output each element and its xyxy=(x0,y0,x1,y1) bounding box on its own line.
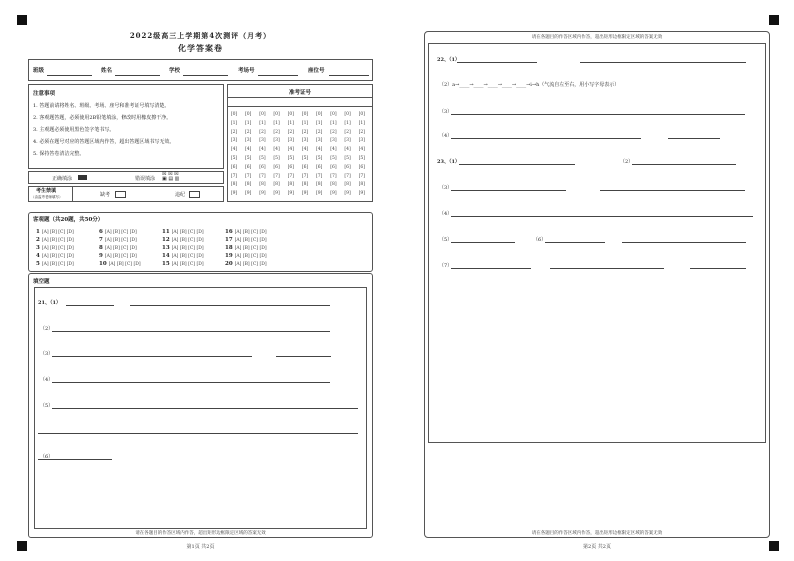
school-field[interactable] xyxy=(183,75,228,76)
objective-question-18[interactable] xyxy=(225,245,267,251)
admission-digit-bubble[interactable]: [9] xyxy=(316,191,323,197)
admission-digit-bubble[interactable]: [2] xyxy=(344,129,351,135)
q21-2-answer-line[interactable] xyxy=(52,331,330,332)
q22-1b-answer-line[interactable] xyxy=(580,62,746,63)
admission-digit-bubble[interactable]: [5] xyxy=(230,156,238,161)
admission-digit-bubble[interactable]: [2] xyxy=(330,129,337,135)
admission-digit-bubble[interactable]: [1] xyxy=(344,120,351,126)
admission-digit-bubble[interactable]: [8] xyxy=(259,182,266,188)
admission-digit-bubble[interactable]: [8] xyxy=(230,182,238,188)
q23-4-answer-line[interactable] xyxy=(451,216,753,217)
admission-digit-bubble[interactable]: [4] xyxy=(344,147,351,153)
question-number: 20 xyxy=(225,261,233,267)
q23-2-answer-line[interactable] xyxy=(632,164,736,165)
q22-label: 22、（1） xyxy=(437,57,460,63)
answer-options[interactable]: [A] [B] [C] [D] xyxy=(171,230,204,235)
admission-digit-bubble[interactable]: [2] xyxy=(316,129,323,135)
answer-options[interactable]: [A] [B] [C] [D] xyxy=(234,254,267,259)
admission-digit-bubble[interactable]: [1] xyxy=(287,120,294,126)
admission-digit-bubble[interactable]: [6] xyxy=(344,164,351,170)
filled-sample-icon xyxy=(78,175,87,180)
question-number: 9 xyxy=(99,253,103,259)
answer-options[interactable]: [A] [B] [C] [D] xyxy=(41,246,74,251)
admission-digit-bubble[interactable]: [9] xyxy=(344,191,351,197)
admission-digit-bubble[interactable]: [9] xyxy=(273,191,280,197)
admission-digit-bubble[interactable]: [2] xyxy=(287,129,294,135)
objective-answer-grid[interactable] xyxy=(36,229,366,269)
admission-digit-bubble[interactable]: [0] xyxy=(273,112,280,117)
objective-title: 客观题（共20题，共50分） xyxy=(33,217,104,223)
admission-digit-bubble[interactable]: [7] xyxy=(273,173,280,179)
question-number: 6 xyxy=(99,229,103,235)
admission-digit-bubble[interactable]: [2] xyxy=(230,129,238,135)
status-label: 考生禁填 xyxy=(36,188,57,194)
corner-marker-br xyxy=(769,541,779,551)
page2-footer-note: 请在各题目的作答区域内作答，超出矩形边框限定区域的答案无效 xyxy=(531,531,663,536)
admission-digit-bubble[interactable]: [3] xyxy=(344,138,351,144)
admission-digit-bubble[interactable]: [9] xyxy=(287,191,294,197)
q21-6-answer-line[interactable] xyxy=(38,459,112,460)
admission-digit-bubble[interactable]: [6] xyxy=(358,164,365,170)
answer-options[interactable]: [A] [B] [C] [D] xyxy=(41,262,74,267)
admission-digit-bubble[interactable]: [0] xyxy=(344,112,351,117)
admission-digit-bubble[interactable]: [8] xyxy=(330,182,337,188)
admission-digit-bubble[interactable]: [0] xyxy=(358,112,365,117)
answer-options[interactable]: [A] [B] [C] [D] xyxy=(171,246,204,251)
admission-digit-bubble[interactable]: [9] xyxy=(301,191,309,197)
name-field[interactable] xyxy=(115,75,160,76)
q21-5b-answer-line[interactable] xyxy=(38,433,358,434)
question-number: 5 xyxy=(36,261,40,267)
answer-options[interactable]: [A] [B] [C] [D] xyxy=(41,230,74,235)
objective-question-13[interactable] xyxy=(162,245,204,251)
admission-digit-bubble[interactable]: [0] xyxy=(287,112,294,117)
exam-room-label: 考场号 xyxy=(238,68,255,74)
admission-digit-bubble[interactable]: [0] xyxy=(301,112,309,117)
admission-digit-bubble[interactable]: [1] xyxy=(330,120,337,126)
page-subtitle: 化学答案卷 xyxy=(178,43,223,53)
seat-field[interactable] xyxy=(329,75,369,76)
admission-digit-bubble[interactable]: [1] xyxy=(301,120,309,126)
corner-marker-bl xyxy=(17,541,27,551)
class-label: 班级 xyxy=(33,68,45,74)
question-number: 1 xyxy=(36,229,40,235)
answer-options[interactable]: [A] [B] [C] [D] xyxy=(104,254,137,259)
question-number: 10 xyxy=(99,261,107,267)
objective-question-11[interactable] xyxy=(162,229,204,235)
q23-4-label: （4） xyxy=(439,211,453,217)
admission-digit-bubble[interactable]: [2] xyxy=(273,129,280,135)
wrong-fill-samples-icon: ☒ ☒ ☒ ▣ ▤ ▥ xyxy=(162,171,180,182)
admission-digit-bubble[interactable]: [6] xyxy=(287,164,294,170)
q23-6-answer-line[interactable] xyxy=(545,242,605,243)
admission-digit-bubble[interactable]: [0] xyxy=(316,112,323,117)
answer-options[interactable]: [A] [B] [C] [D] xyxy=(108,262,141,267)
fill-correct-label: 正确填涂 xyxy=(52,176,73,182)
admission-digit-bubble[interactable]: [7] xyxy=(230,173,238,179)
admission-digit-bubble[interactable]: [5] xyxy=(358,156,365,161)
q23-6-label: （6） xyxy=(533,237,547,243)
question-number: 17 xyxy=(225,237,233,243)
admission-digit-bubble[interactable]: [5] xyxy=(273,156,280,161)
admission-digit-bubble[interactable]: [5] xyxy=(330,156,337,161)
admission-digit-bubble[interactable]: [7] xyxy=(330,173,337,179)
violation-checkbox[interactable] xyxy=(189,191,200,198)
admission-digit-bubble[interactable]: [9] xyxy=(245,191,252,197)
admission-digit-bubble[interactable]: [9] xyxy=(259,191,266,197)
admission-digit-bubble[interactable]: [7] xyxy=(259,173,266,179)
admission-digit-bubble[interactable]: [1] xyxy=(230,120,238,126)
answer-options[interactable]: [A] [B] [C] [D] xyxy=(171,254,204,259)
admission-digit-bubble[interactable]: [4] xyxy=(230,147,238,153)
objective-question-7[interactable] xyxy=(99,237,137,243)
q21-2-label: （2） xyxy=(40,326,54,332)
q23-3-label: （3） xyxy=(439,185,453,191)
answer-options[interactable]: [A] [B] [C] [D] xyxy=(171,238,204,243)
answer-options[interactable]: [A] [B] [C] [D] xyxy=(234,238,267,243)
question-number: 12 xyxy=(162,237,170,243)
q22-2-label: （2）a→____→____→____→____→____→i→h（气流自左至右，用小写字母表示） xyxy=(439,82,620,88)
q22-1-answer-line[interactable] xyxy=(457,62,537,63)
objective-question-6[interactable] xyxy=(99,229,137,235)
class-field[interactable] xyxy=(47,75,92,76)
objective-question-20[interactable] xyxy=(225,261,267,267)
q22-3-answer-line[interactable] xyxy=(451,114,745,115)
admission-digit-bubble[interactable]: [1] xyxy=(358,120,365,126)
q21-3-answer-line[interactable] xyxy=(52,356,252,357)
q21-5-answer-line[interactable] xyxy=(52,408,358,409)
admission-digit-bubble[interactable]: [5] xyxy=(301,156,309,161)
note-item: 3. 主观题必须使用黑色签字笔书写。 xyxy=(33,127,115,133)
admission-digit-bubble[interactable]: [0] xyxy=(330,112,337,117)
admission-digit-bubble[interactable]: [5] xyxy=(259,156,266,161)
objective-question-19[interactable] xyxy=(225,253,267,259)
page2-answer-box xyxy=(428,43,766,443)
admission-digit-bubble[interactable]: [6] xyxy=(301,164,309,170)
answer-options[interactable]: [A] [B] [C] [D] xyxy=(234,230,267,235)
admission-digit-bubble[interactable]: [4] xyxy=(330,147,337,153)
objective-question-17[interactable] xyxy=(225,237,267,243)
admission-digit-bubble[interactable]: [4] xyxy=(301,147,309,153)
admission-digit-bubble[interactable]: [7] xyxy=(245,173,252,179)
q21-5-label: （5） xyxy=(40,403,54,409)
q23-3b-answer-line[interactable] xyxy=(600,190,745,191)
admission-digit-bubble[interactable]: [5] xyxy=(344,156,351,161)
admission-digit-bubble[interactable]: [4] xyxy=(259,147,266,153)
q21-label: 21、（1） xyxy=(38,300,61,306)
q23-7-label: （7） xyxy=(439,263,453,269)
answer-options[interactable]: [A] [B] [C] [D] xyxy=(104,230,137,235)
admission-digit-bubble[interactable]: [3] xyxy=(287,138,294,144)
question-number: 18 xyxy=(225,245,233,251)
admission-digit-bubble[interactable]: [6] xyxy=(259,164,266,170)
admission-digit-bubble[interactable]: [8] xyxy=(287,182,294,188)
admission-digit-bubble[interactable]: [7] xyxy=(358,173,365,179)
page1-footer-note: 请在各题目的作答区域内作答，超出矩形边框限定区域的答案无效 xyxy=(135,531,266,536)
admission-digit-bubble[interactable]: [0] xyxy=(259,112,266,117)
answer-options[interactable]: [A] [B] [C] [D] xyxy=(234,246,267,251)
corner-marker-tl xyxy=(17,15,27,25)
admission-digit-bubble[interactable]: [8] xyxy=(344,182,351,188)
admission-digit-bubble[interactable]: [6] xyxy=(273,164,280,170)
admission-digit-bubble[interactable]: [6] xyxy=(230,164,238,170)
admission-digit-bubble[interactable]: [8] xyxy=(316,182,323,188)
admission-digit-bubble[interactable]: [8] xyxy=(358,182,365,188)
admission-digit-bubble[interactable]: [1] xyxy=(273,120,280,126)
admission-digit-bubble[interactable]: [6] xyxy=(245,164,252,170)
q22-4-label: （4） xyxy=(439,133,453,139)
q21-6-label: （6） xyxy=(40,454,54,460)
corner-marker-tr xyxy=(769,15,779,25)
note-item: 2. 客观题答题，必须使用2B铅笔填涂，修改时用橡皮擦干净。 xyxy=(33,115,172,121)
objective-question-3[interactable] xyxy=(36,245,74,251)
admission-title: 准考证号 xyxy=(288,90,311,96)
admission-digit-bubble[interactable]: [4] xyxy=(245,147,252,153)
answer-options[interactable]: [A] [B] [C] [D] xyxy=(41,238,74,243)
admission-digit-bubble[interactable]: [5] xyxy=(245,156,252,161)
admission-digit-bubble[interactable]: [3] xyxy=(230,138,238,144)
answer-options[interactable]: [A] [B] [C] [D] xyxy=(171,262,204,267)
admission-digit-grid[interactable] xyxy=(229,111,371,199)
answer-options[interactable]: [A] [B] [C] [D] xyxy=(104,238,137,243)
question-number: 13 xyxy=(162,245,170,251)
question-number: 16 xyxy=(225,229,233,235)
question-number: 11 xyxy=(162,229,170,235)
admission-digit-bubble[interactable]: [2] xyxy=(301,129,309,135)
admission-digit-bubble[interactable]: [3] xyxy=(245,138,252,144)
objective-question-4[interactable] xyxy=(36,253,74,259)
admission-digit-bubble[interactable]: [9] xyxy=(230,191,238,197)
admission-digit-bubble[interactable]: [4] xyxy=(316,147,323,153)
q21-4-answer-line[interactable] xyxy=(52,382,330,383)
q23-5-answer-line[interactable] xyxy=(451,242,515,243)
admission-digit-bubble[interactable]: [8] xyxy=(301,182,309,188)
exam-room-field[interactable] xyxy=(258,75,298,76)
violation-label: 违纪 xyxy=(175,192,186,198)
objective-question-14[interactable] xyxy=(162,253,204,259)
note-item: 5. 保持答卷清洁完整。 xyxy=(33,151,85,157)
page-title: 2022级高三上学期第4次测评（月考） xyxy=(129,31,272,40)
admission-digit-bubble[interactable]: [5] xyxy=(316,156,323,161)
q21-3-label: （3） xyxy=(40,351,54,357)
question-number: 7 xyxy=(99,237,103,243)
admission-digit-bubble[interactable]: [2] xyxy=(259,129,266,135)
objective-question-5[interactable] xyxy=(36,261,74,267)
page2-number: 第2页 共2页 xyxy=(583,544,611,550)
admission-digit-bubble[interactable]: [3] xyxy=(330,138,337,144)
admission-digit-bubble[interactable]: [0] xyxy=(230,112,238,117)
q23-7c-answer-line[interactable] xyxy=(690,268,746,269)
absent-checkbox[interactable] xyxy=(115,191,126,198)
admission-digit-bubble[interactable]: [2] xyxy=(358,129,365,135)
q22-4-answer-line[interactable] xyxy=(451,138,641,139)
q23-2-label: （2） xyxy=(620,159,634,165)
q21-4-label: （4） xyxy=(40,377,54,383)
note-item: 4. 必须在题号对应的答题区域内作答，超出答题区域书写无效。 xyxy=(33,139,175,145)
page2-header-note: 请在各题目的作答区域内作答，超出矩形边框限定区域的答案无效 xyxy=(531,35,663,40)
note-item: 1. 答题前请将姓名、班级、考场、座号和准考证号填写清楚。 xyxy=(33,103,170,109)
page1-number: 第1页 共2页 xyxy=(186,544,215,550)
admission-digit-bubble[interactable]: [8] xyxy=(273,182,280,188)
admission-digit-bubble[interactable]: [4] xyxy=(287,147,294,153)
admission-digit-bubble[interactable]: [9] xyxy=(330,191,337,197)
seat-label: 座位号 xyxy=(308,68,325,74)
q22-4b-answer-line[interactable] xyxy=(668,138,720,139)
objective-question-15[interactable] xyxy=(162,261,204,267)
objective-question-10[interactable] xyxy=(99,261,141,267)
question-number: 15 xyxy=(162,261,170,267)
admission-digit-bubble[interactable]: [7] xyxy=(301,173,309,179)
name-label: 姓名 xyxy=(101,68,113,74)
admission-digit-bubble[interactable]: [1] xyxy=(245,120,252,126)
notes-title: 注意事项 xyxy=(33,91,56,97)
admission-digit-bubble[interactable]: [6] xyxy=(316,164,323,170)
admission-digit-bubble[interactable]: [4] xyxy=(273,147,280,153)
objective-question-1[interactable] xyxy=(36,229,74,235)
admission-digit-bubble[interactable]: [4] xyxy=(358,147,365,153)
admission-input-row[interactable] xyxy=(227,97,373,107)
objective-question-12[interactable] xyxy=(162,237,204,243)
school-label: 学校 xyxy=(169,68,181,74)
q23-7b-answer-line[interactable] xyxy=(550,268,664,269)
answer-options[interactable]: [A] [B] [C] [D] xyxy=(234,262,267,267)
q23-6b-answer-line[interactable] xyxy=(622,242,746,243)
admission-digit-bubble[interactable]: [9] xyxy=(358,191,365,197)
admission-digit-bubble[interactable]: [1] xyxy=(316,120,323,126)
q22-3-label: （3） xyxy=(439,109,453,115)
q21-1-answer-line[interactable] xyxy=(66,305,114,306)
admission-digit-bubble[interactable]: [6] xyxy=(330,164,337,170)
admission-digit-bubble[interactable]: [3] xyxy=(273,138,280,144)
objective-question-16[interactable] xyxy=(225,229,267,235)
admission-digit-bubble[interactable]: [1] xyxy=(259,120,266,126)
admission-digit-bubble[interactable]: [7] xyxy=(287,173,294,179)
question-number: 14 xyxy=(162,253,170,259)
q23-5-label: （5） xyxy=(439,237,453,243)
q23-label: 23、（1） xyxy=(437,159,460,165)
status-sub: （由监考老师填写） xyxy=(31,195,63,199)
admission-digit-bubble[interactable]: [3] xyxy=(358,138,365,144)
fill-wrong-label: 错误填涂 xyxy=(135,176,156,182)
fill-in-title: 填空题 xyxy=(33,279,50,285)
admission-digit-bubble[interactable]: [7] xyxy=(316,173,323,179)
admission-digit-bubble[interactable]: [8] xyxy=(245,182,252,188)
question-number: 8 xyxy=(99,245,103,251)
admission-digit-bubble[interactable]: [5] xyxy=(287,156,294,161)
question-number: 3 xyxy=(36,245,40,251)
q21-1b-answer-line[interactable] xyxy=(130,305,330,306)
q21-3b-answer-line[interactable] xyxy=(276,356,331,357)
q23-7-answer-line[interactable] xyxy=(451,268,531,269)
question-number: 2 xyxy=(36,237,40,243)
admission-digit-bubble[interactable]: [0] xyxy=(245,112,252,117)
objective-question-2[interactable] xyxy=(36,237,74,243)
question-number: 19 xyxy=(225,253,233,259)
question-number: 4 xyxy=(36,253,40,259)
admission-digit-bubble[interactable]: [3] xyxy=(301,138,309,144)
answer-options[interactable]: [A] [B] [C] [D] xyxy=(104,246,137,251)
admission-digit-bubble[interactable]: [3] xyxy=(316,138,323,144)
absent-label: 缺考 xyxy=(100,192,111,198)
admission-digit-bubble[interactable]: [2] xyxy=(245,129,252,135)
admission-digit-bubble[interactable]: [7] xyxy=(344,173,351,179)
q23-3-answer-line[interactable] xyxy=(451,190,566,191)
q23-1-answer-line[interactable] xyxy=(459,164,575,165)
admission-digit-bubble[interactable]: [3] xyxy=(259,138,266,144)
answer-options[interactable]: [A] [B] [C] [D] xyxy=(41,254,74,259)
objective-question-8[interactable] xyxy=(99,245,137,251)
objective-question-9[interactable] xyxy=(99,253,137,259)
